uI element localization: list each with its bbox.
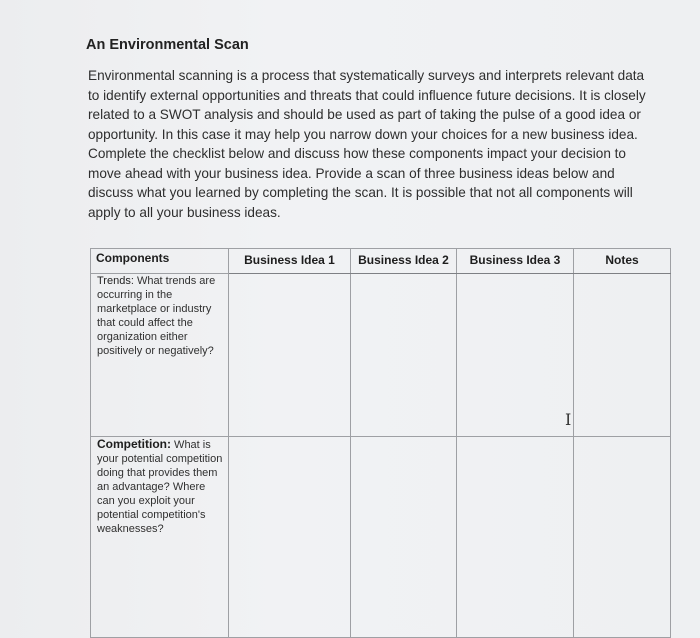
table-row-trends — [91, 274, 671, 437]
text-cursor-icon: I — [565, 410, 572, 429]
header-components: Components — [91, 249, 229, 274]
header-business-idea-3: Business Idea 3 — [457, 249, 574, 274]
competition-description: What is your potential competition doing that provides them an advantage? Where can you exploit your potential competition's weaknesses? — [97, 439, 223, 535]
trends-idea-2-cell[interactable] — [351, 274, 457, 437]
trends-idea-3-cell[interactable] — [457, 274, 574, 437]
competition-notes-cell[interactable] — [574, 437, 671, 638]
trends-notes-cell[interactable] — [574, 274, 671, 437]
competition-component-cell — [91, 437, 229, 638]
header-notes: Notes — [574, 249, 671, 274]
trends-component-cell — [91, 274, 229, 437]
competition-idea-2-cell[interactable] — [351, 437, 457, 638]
document-title: An Environmental Scan — [86, 37, 249, 53]
environmental-scan-table — [90, 248, 671, 638]
header-business-idea-1: Business Idea 1 — [229, 249, 351, 274]
competition-idea-1-cell[interactable] — [229, 437, 351, 638]
table-header-row — [91, 249, 671, 274]
table-row-competition — [91, 437, 671, 638]
intro-paragraph: Environmental scanning is a process that systematically surveys and interprets relevant data to identify external opportunities and threats that could influence future decisions. It is closely related to a SWOT analysis and should be used as part of taking the pulse of a good idea or opportunity. In this case it may help you narrow down your choices for a new business idea. Complete the checklist below and discuss how these components impact your decision to move ahead with your business idea. Provide a scan of three business ideas below and discuss what you learned by completing the scan. It is possible that not all components will apply to all your business ideas. — [88, 68, 646, 220]
competition-idea-3-cell[interactable] — [457, 437, 574, 638]
trends-label: Trends — [97, 275, 131, 287]
competition-label: Competition: — [97, 437, 171, 451]
trends-idea-1-cell[interactable] — [229, 274, 351, 437]
trends-description: : What trends are occurring in the marketplace or industry that could affect the organization either positively or negatively? — [97, 275, 216, 357]
header-business-idea-2: Business Idea 2 — [351, 249, 457, 274]
